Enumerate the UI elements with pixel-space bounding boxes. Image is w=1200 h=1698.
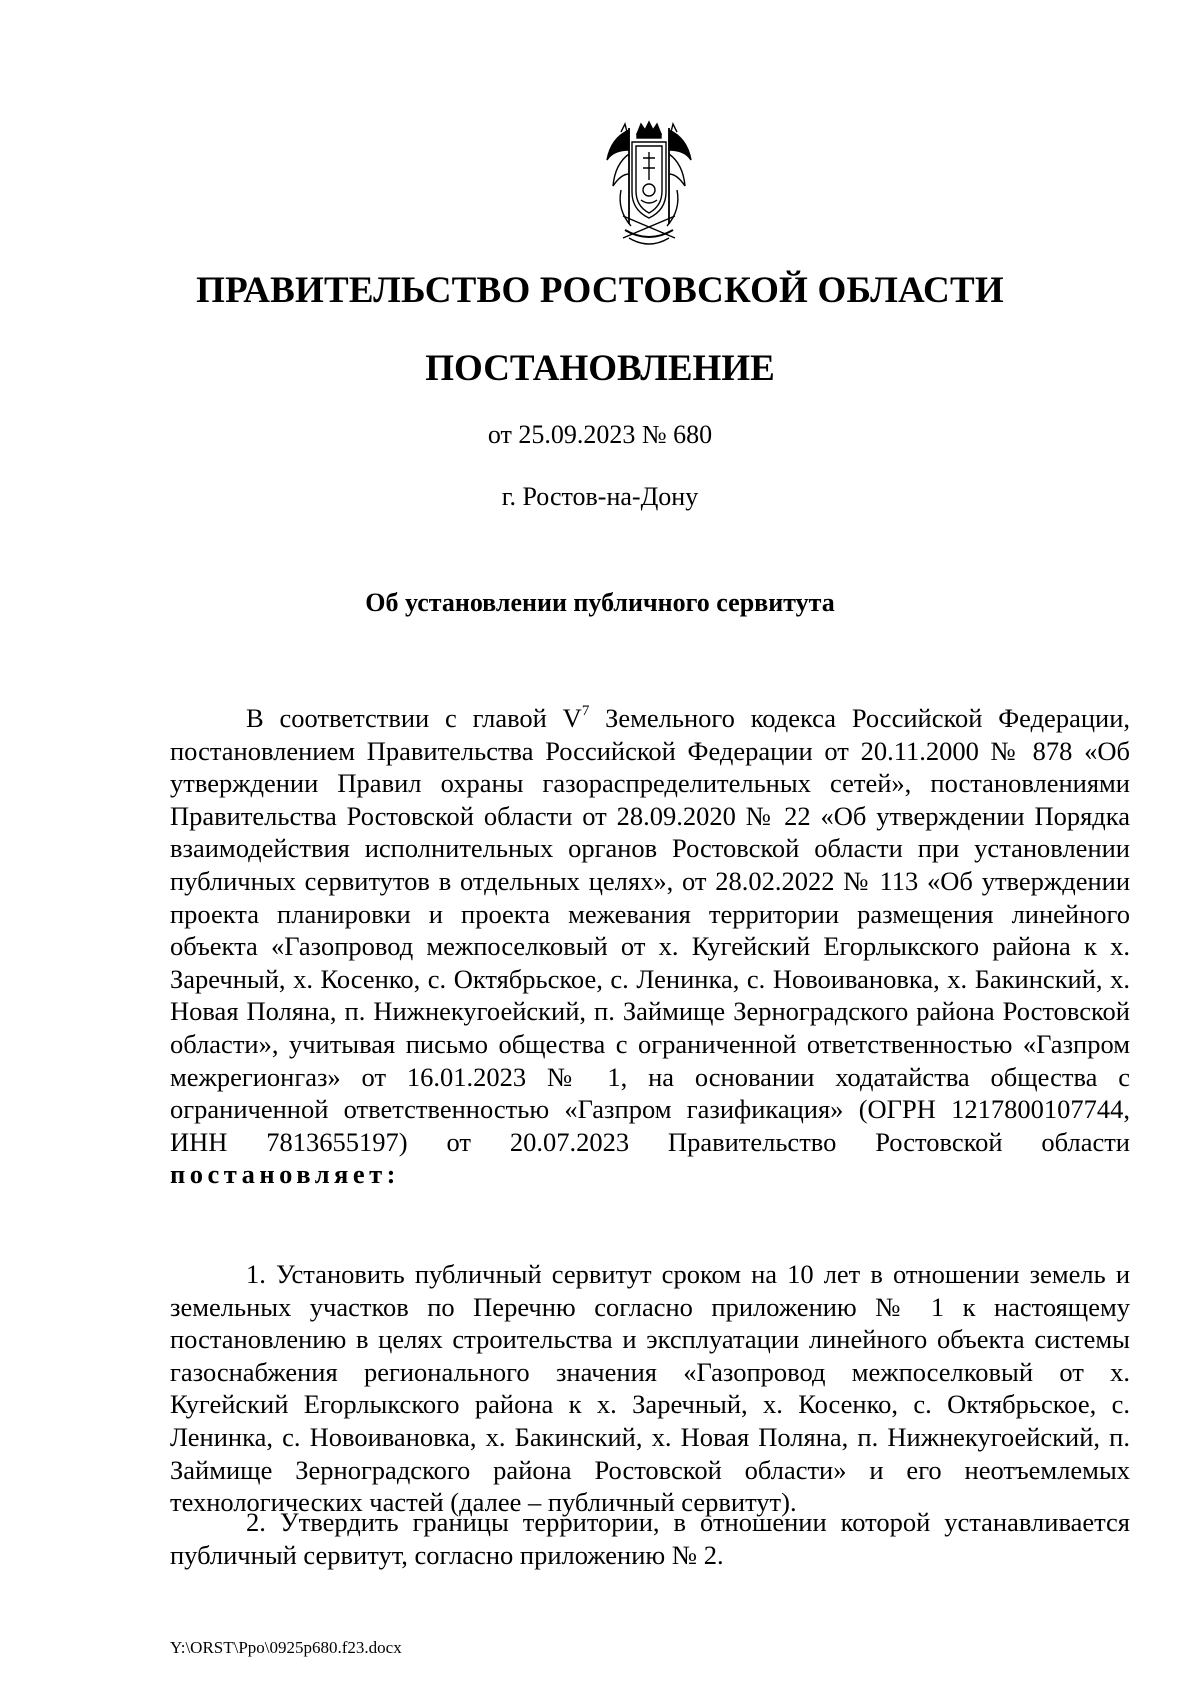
preamble-text-start: В соответствии с главой V bbox=[246, 703, 582, 733]
document-subject: Об установлении публичного сервитута bbox=[365, 588, 835, 617]
item-text: 2. Утвердить границы территории, в отношении которой устанавливается публичный сервитут, согласно приложению № 2. bbox=[170, 1507, 1130, 1570]
item-paragraph-2 bbox=[170, 1506, 1130, 1571]
preamble-paragraph bbox=[170, 702, 1130, 1191]
document-city: г. Ростов-на-Дону bbox=[501, 482, 699, 511]
decree-word: постановляет: bbox=[170, 1159, 400, 1190]
document-type-heading: ПОСТАНОВЛЕНИЕ bbox=[425, 348, 775, 389]
item-text: 1. Установить публичный сервитут сроком на 10 лет в отношении земель и земельных участков по Перечню согласно приложению № 1 к настоящему постановлению в целях строительства и эксплуатации линейного объекта системы газоснабжения регионального значения «Газопровод межпоселковый от х. Кугейский Егорлыкского района к х. Заречный, х. Косенко, с. Октябрьское, с. Ленинка, с. Новоивановка, х. Бакинский, х. Новая Поляна, п. Нижнекугоейский, п. Займище Зерноградского района Ростовской области» и его неотъемлемых технологических частей (далее – публичный сервитут). bbox=[170, 1259, 1130, 1518]
preamble-text-body: Земельного кодекса Российской Федерации, постановлением Правительства Российской Федерации от 20.11.2000 № 878 «Об утверждении Правил охраны газораспределительных сетей», постановлениями Правительства Ростовской области от 28.09.2020 № 22 «Об утверждении Порядка взаимодействия исполнительных органов Ростовской области при установлении публичных сервитутов в отдельных целях», от 28.02.2022 № 113 «Об утверждении проекта планировки и проекта межевания территории размещения линейного объекта «Газопровод межпоселковый от х. Кугейский Егорлыкского района к х. Заречный, х. Косенко, с. Октябрьское, с. Ленинка, с. Новоивановка, х. Бакинский, х. Новая Поляна, п. Нижнекугоейский, п. Займище Зерноградского района Ростовской области», учитывая письмо общества с ограниченной ответственностью «Газпром межрегионгаз» от 16.01.2023 № 1, на основании ходатайства общества с ограниченной ответственностью «Газпром газификация» (ОГРН 1217800107744, ИНН 7813655197) от 20.07.2023 Правительство Ростовской области bbox=[170, 703, 1130, 1157]
document-date-number: от 25.09.2023 № 680 bbox=[487, 420, 713, 449]
coat-of-arms-icon bbox=[599, 120, 699, 254]
footer-file-path: Y:\ORST\Ppo\0925p680.f23.docx bbox=[170, 1638, 402, 1657]
item-paragraph-1 bbox=[170, 1258, 1130, 1519]
organization-title: ПРАВИТЕЛЬСТВО РОСТОВСКОЙ ОБЛАСТИ bbox=[196, 270, 1004, 311]
chapter-superscript: 7 bbox=[581, 703, 590, 719]
